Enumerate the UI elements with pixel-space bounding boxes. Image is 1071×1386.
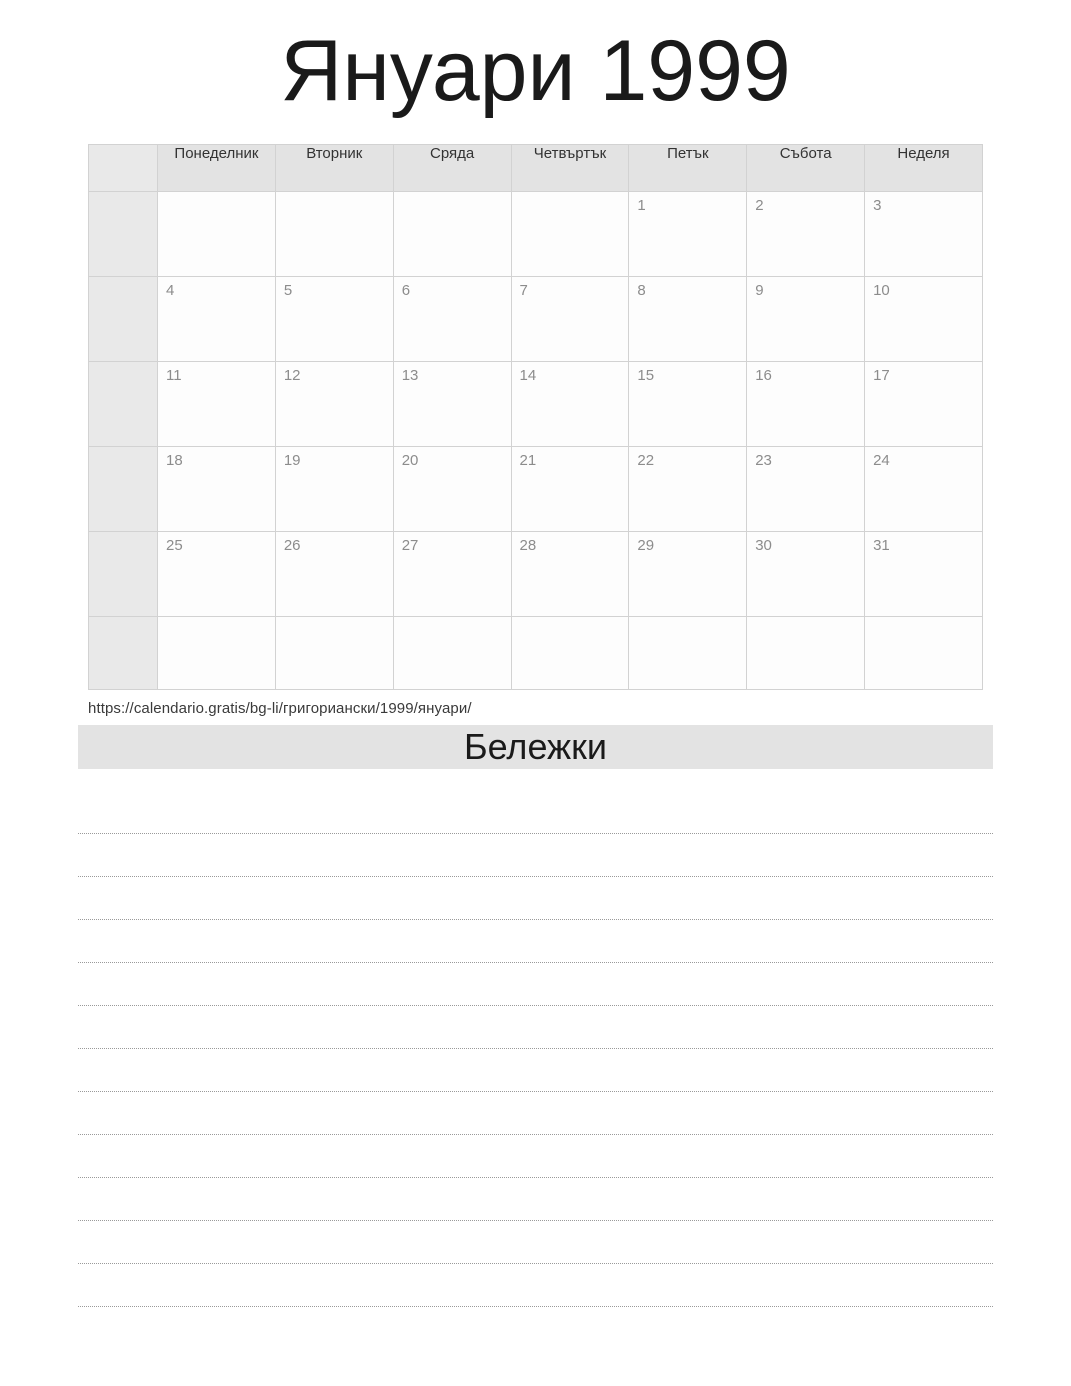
day-cell[interactable] (747, 447, 865, 532)
day-number: 24 (873, 452, 890, 469)
day-number: 26 (283, 537, 301, 554)
day-cell[interactable] (629, 447, 747, 532)
day-number (865, 617, 982, 623)
notes-line[interactable] (78, 791, 993, 834)
calendar-gutter-cell (89, 277, 158, 362)
day-number (158, 617, 275, 623)
calendar-container (88, 144, 983, 690)
day-number: 13 (401, 367, 419, 384)
notes-line[interactable] (78, 1264, 993, 1307)
day-cell[interactable] (629, 532, 747, 617)
day-cell[interactable] (393, 277, 511, 362)
calendar-gutter-cell (89, 447, 158, 532)
day-cell[interactable] (275, 447, 393, 532)
day-number: 9 (755, 282, 764, 299)
day-number: 31 (873, 537, 890, 554)
notes-lines[interactable] (78, 791, 993, 1307)
day-cell[interactable] (511, 617, 629, 690)
day-cell[interactable] (865, 532, 983, 617)
notes-line[interactable] (78, 1049, 993, 1092)
calendar-week-row (89, 532, 983, 617)
day-number: 28 (519, 537, 537, 554)
day-cell[interactable] (511, 532, 629, 617)
source-url[interactable]: https://calendario.gratis/bg-li/григориански/1999/януари/ (88, 700, 472, 717)
weekday-header-thursday: Четвъртък (511, 145, 629, 192)
day-number: 29 (637, 537, 655, 554)
day-cell[interactable] (158, 277, 276, 362)
day-number: 15 (637, 367, 655, 384)
day-number: 11 (166, 367, 182, 384)
weekday-header-sunday: Неделя (865, 145, 983, 192)
calendar-header-row (89, 145, 983, 192)
day-number: 18 (166, 452, 183, 469)
day-cell[interactable] (158, 617, 276, 690)
calendar-week-row (89, 192, 983, 277)
day-cell[interactable] (629, 362, 747, 447)
notes-line[interactable] (78, 1092, 993, 1135)
day-number: 14 (519, 367, 537, 384)
calendar-table (88, 144, 983, 690)
calendar-week-row (89, 447, 983, 532)
notes-line[interactable] (78, 1221, 993, 1264)
day-cell[interactable] (629, 617, 747, 690)
calendar-gutter-cell (89, 532, 158, 617)
day-number: 27 (401, 537, 419, 554)
day-number: 21 (519, 452, 537, 469)
day-cell[interactable] (865, 362, 983, 447)
notes-line[interactable] (78, 1006, 993, 1049)
day-number (394, 192, 511, 198)
day-cell[interactable] (275, 192, 393, 277)
day-cell[interactable] (865, 447, 983, 532)
day-number: 10 (873, 282, 890, 299)
day-number: 7 (519, 282, 528, 299)
day-cell[interactable] (747, 617, 865, 690)
calendar-week-row (89, 617, 983, 690)
day-number: 3 (873, 197, 882, 214)
day-cell[interactable] (747, 532, 865, 617)
day-cell[interactable] (393, 447, 511, 532)
day-number: 8 (637, 282, 646, 299)
notes-line[interactable] (78, 834, 993, 877)
calendar-gutter-cell (89, 362, 158, 447)
weekday-header-monday: Понеделник (158, 145, 276, 192)
weekday-header-tuesday: Вторник (275, 145, 393, 192)
day-cell[interactable] (275, 277, 393, 362)
day-cell[interactable] (865, 192, 983, 277)
notes-line[interactable] (78, 877, 993, 920)
day-cell[interactable] (393, 617, 511, 690)
day-cell[interactable] (158, 447, 276, 532)
day-cell[interactable] (275, 362, 393, 447)
day-number: 19 (283, 452, 301, 469)
weekday-header-saturday: Събота (747, 145, 865, 192)
day-number: 30 (755, 537, 772, 554)
day-number (276, 617, 393, 623)
day-number: 12 (283, 367, 301, 384)
day-number: 4 (166, 282, 175, 299)
notes-title: Бележки (78, 725, 993, 769)
day-number (512, 617, 629, 623)
day-cell[interactable] (393, 362, 511, 447)
day-number (158, 192, 275, 198)
weekday-header-friday: Петък (629, 145, 747, 192)
notes-line[interactable] (78, 920, 993, 963)
day-cell[interactable] (865, 277, 983, 362)
day-cell[interactable] (865, 617, 983, 690)
day-cell[interactable] (511, 447, 629, 532)
day-number: 5 (283, 282, 293, 299)
day-cell[interactable] (629, 277, 747, 362)
day-cell[interactable] (393, 532, 511, 617)
day-number: 22 (637, 452, 655, 469)
calendar-week-row (89, 277, 983, 362)
day-number (747, 617, 864, 623)
calendar-gutter-cell (89, 617, 158, 690)
day-cell[interactable] (158, 532, 276, 617)
day-number (512, 192, 629, 198)
day-cell[interactable] (747, 277, 865, 362)
day-number (629, 617, 746, 623)
day-cell[interactable] (158, 192, 276, 277)
day-number: 16 (755, 367, 772, 384)
day-cell[interactable] (158, 362, 276, 447)
notes-line[interactable] (78, 1178, 993, 1221)
day-number: 2 (755, 197, 764, 214)
day-cell[interactable] (393, 192, 511, 277)
notes-line[interactable] (78, 963, 993, 1006)
day-cell[interactable] (511, 277, 629, 362)
calendar-body (89, 192, 983, 690)
calendar-gutter-cell (89, 192, 158, 277)
day-number (394, 617, 511, 623)
day-number (276, 192, 393, 198)
day-cell[interactable] (275, 617, 393, 690)
day-cell[interactable] (747, 362, 865, 447)
calendar-week-row (89, 362, 983, 447)
day-number: 20 (401, 452, 419, 469)
calendar-gutter-header (89, 145, 158, 192)
day-number: 17 (873, 367, 890, 384)
notes-section (78, 725, 993, 1307)
weekday-header-wednesday: Сряда (393, 145, 511, 192)
day-cell[interactable] (747, 192, 865, 277)
page-title: Януари 1999 (280, 23, 791, 119)
notes-line[interactable] (78, 1135, 993, 1178)
day-number: 25 (166, 537, 183, 554)
day-number: 6 (401, 282, 411, 299)
day-cell[interactable] (511, 192, 629, 277)
day-cell[interactable] (511, 362, 629, 447)
day-cell[interactable] (275, 532, 393, 617)
day-number: 1 (637, 197, 646, 214)
day-cell[interactable] (629, 192, 747, 277)
day-number: 23 (755, 452, 772, 469)
